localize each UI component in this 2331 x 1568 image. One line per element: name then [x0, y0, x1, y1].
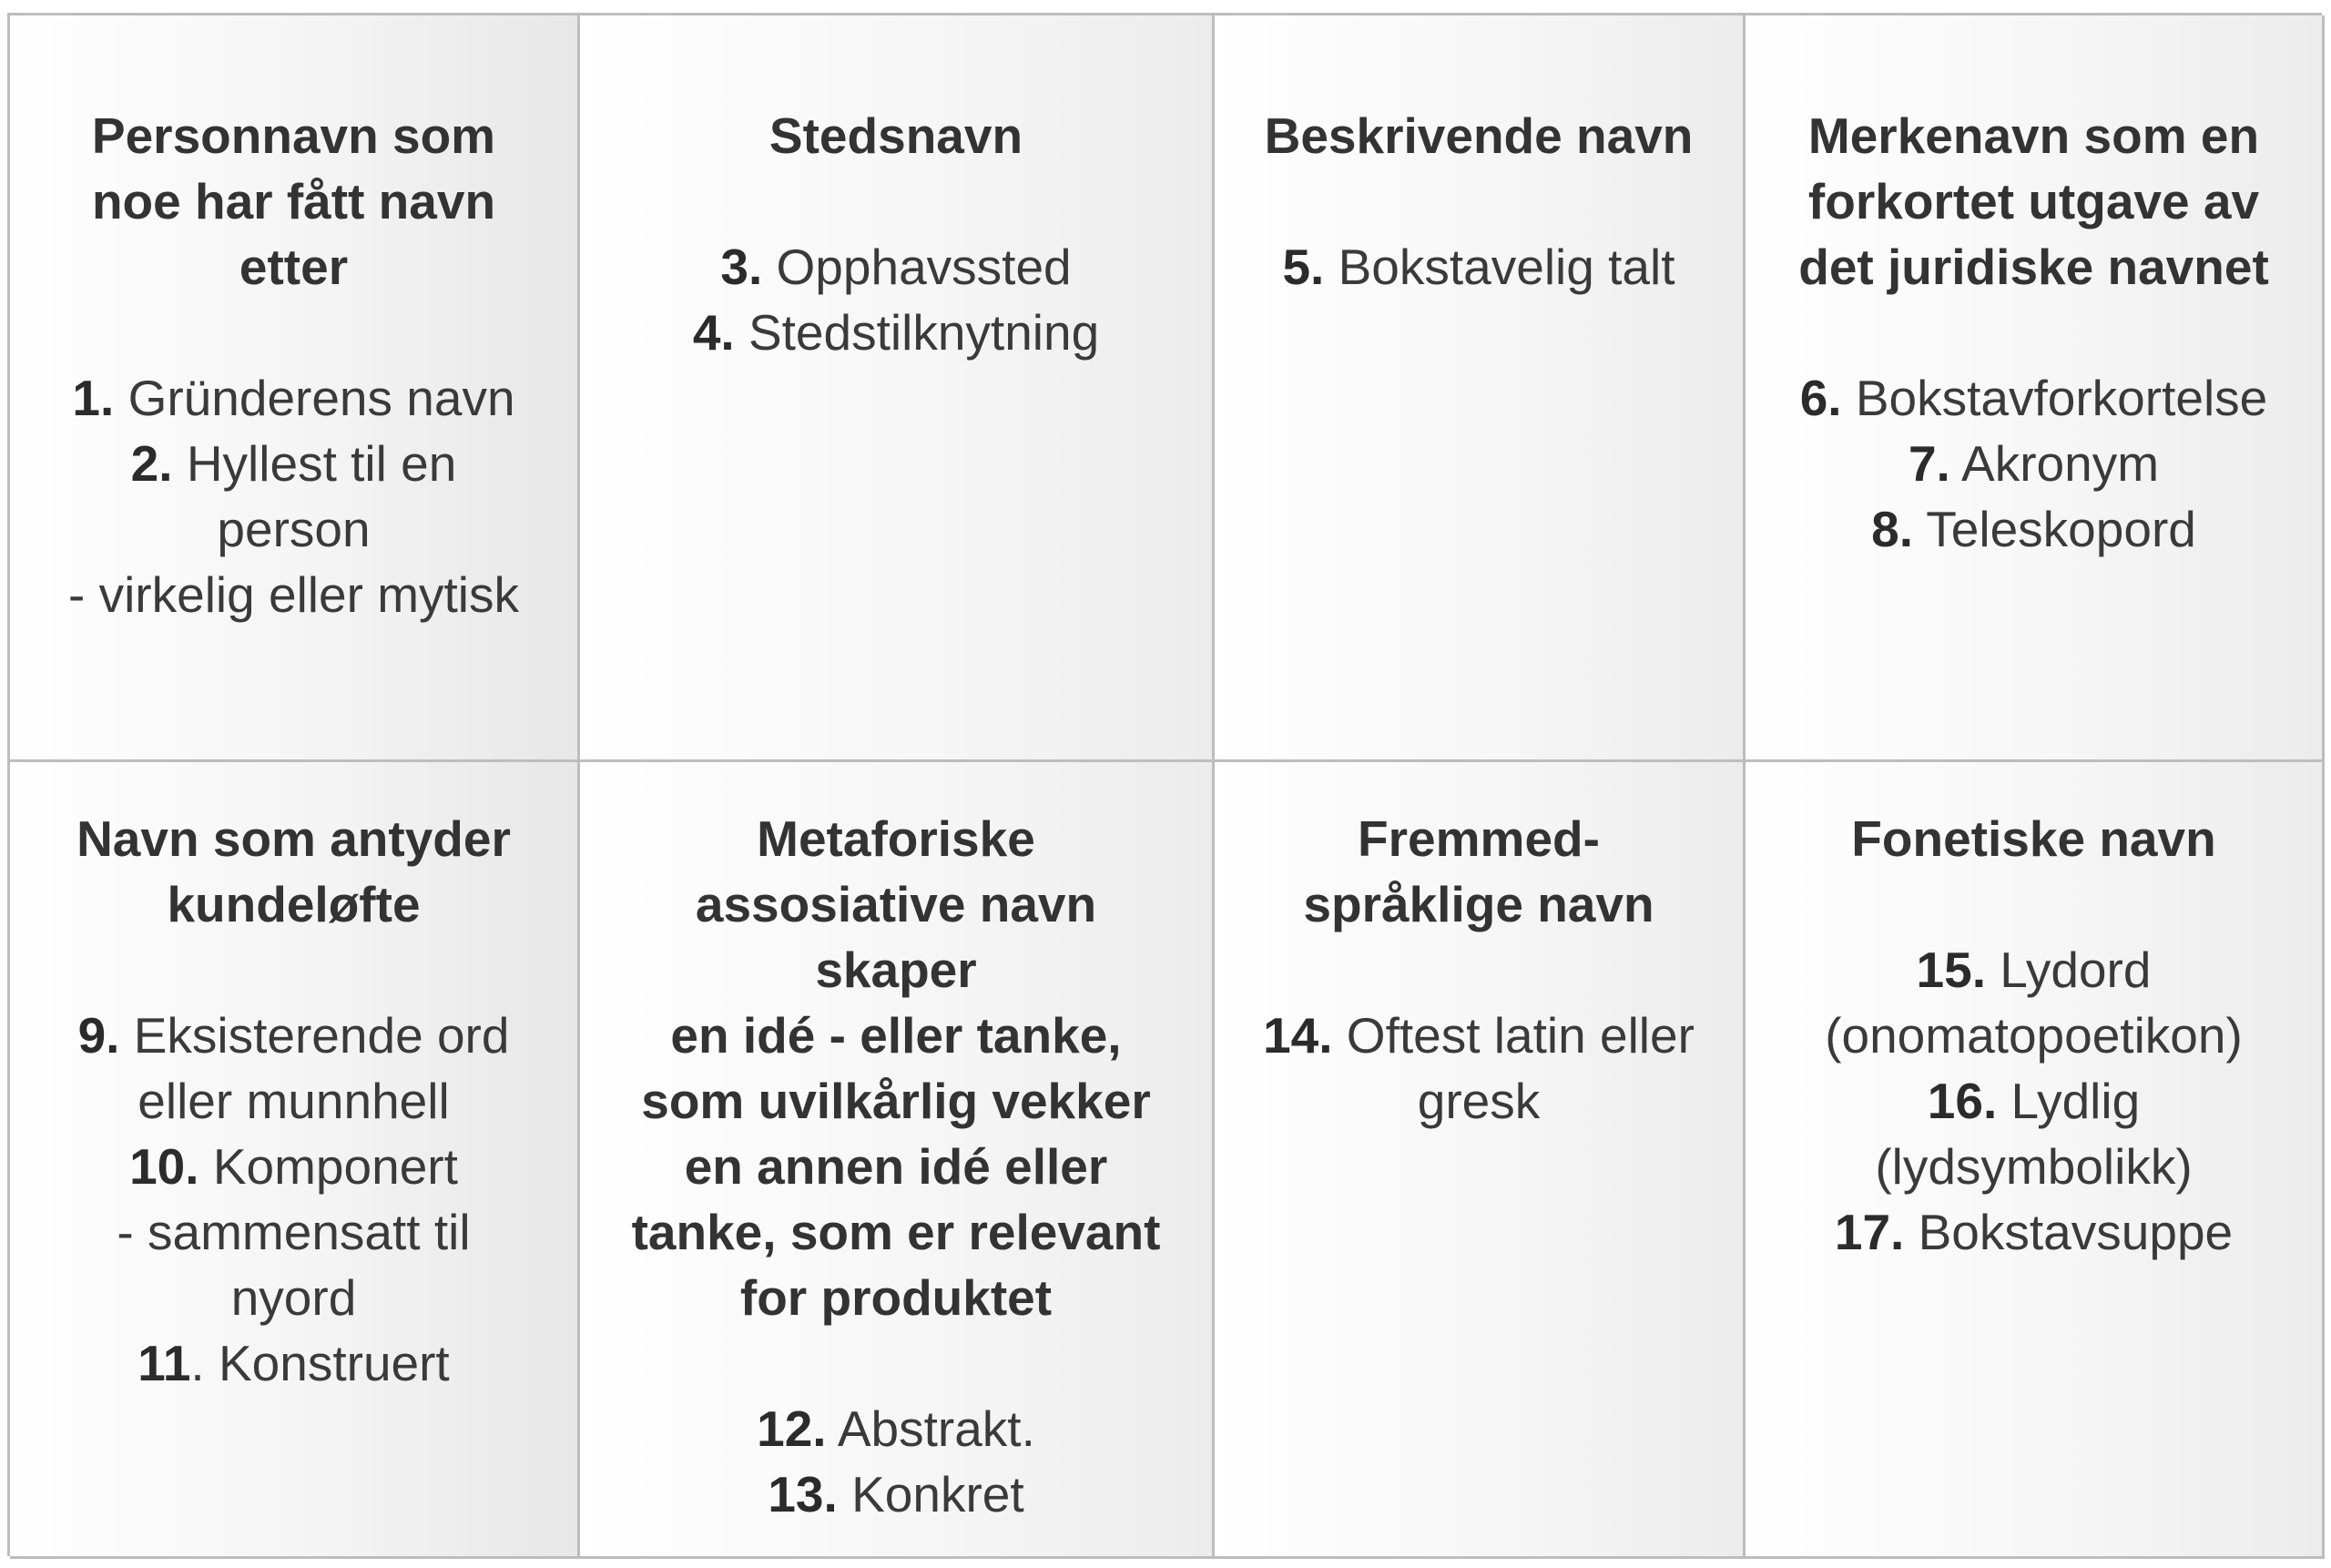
cell-stedsnavn: [580, 15, 1215, 762]
list-item: 8. Teleskopord: [1871, 501, 2196, 557]
list-item: 13. Konkret: [768, 1466, 1024, 1522]
list-item: 2. Hyllest til en: [130, 435, 457, 492]
cell-items: [1755, 937, 2313, 1265]
list-item: gresk: [1417, 1073, 1541, 1129]
cell-personnavn: [10, 15, 580, 762]
cell-merkenavn: [1746, 15, 2325, 762]
cell-heading: Beskrivende navn: [1264, 107, 1694, 164]
list-item: 11. Konstruert: [137, 1335, 450, 1391]
list-item: nyord: [230, 1269, 357, 1326]
cell-fremmedspraklige-navn: [1215, 762, 1746, 1559]
list-item: - sammensatt til: [117, 1204, 471, 1260]
cell-beskrivende-navn: [1215, 15, 1746, 762]
list-item: (onomatopoetikon): [1825, 1007, 2243, 1064]
cell-heading: Stedsnavn: [769, 107, 1023, 164]
cell-heading: Navn som antyder kundeløfte: [76, 810, 511, 932]
cell-metaforiske-navn: [580, 762, 1215, 1559]
list-item: eller munnhell: [137, 1073, 450, 1129]
list-item: (lydsymbolikk): [1875, 1138, 2193, 1195]
list-item: 5. Bokstavelig talt: [1282, 239, 1675, 295]
cell-heading: Personnavn som noe har fått navn etter: [91, 107, 496, 295]
cell-items: [30, 1003, 557, 1396]
list-item: 6. Bokstavforkortelse: [1799, 370, 2268, 426]
cell-items: [1235, 234, 1723, 300]
list-item: - virkelig eller mytisk: [67, 566, 520, 623]
list-item: 14. Oftest latin eller: [1263, 1007, 1695, 1064]
cell-items: [1235, 1003, 1723, 1134]
cell-items: [600, 234, 1192, 365]
cell-items: [589, 1396, 1203, 1527]
list-item: 12. Abstrakt.: [757, 1400, 1035, 1457]
naming-categories-table: [7, 13, 2322, 1556]
list-item: 9. Eksisterende ord: [77, 1007, 510, 1064]
list-item: 16. Lydlig: [1927, 1073, 2141, 1129]
list-item: 17. Bokstavsuppe: [1834, 1204, 2234, 1260]
cell-heading: Metaforiske assosiative navn skaper en idé - eller tanke, som uvilkårlig vekker en annen idé eller tanke, som er relevant for produktet: [631, 810, 1161, 1326]
cell-heading: Merkenavn som en forkortet utgave av det juridiske navnet: [1798, 107, 2269, 295]
cell-fonetiske-navn: [1746, 762, 2325, 1559]
cell-items: [1755, 365, 2313, 562]
list-item: 10. Komponert: [129, 1138, 458, 1195]
cell-kundeloefte: [10, 762, 580, 1559]
cell-heading: Fonetiske navn: [1851, 810, 2216, 867]
list-item: 15. Lydord: [1916, 942, 2152, 998]
list-item: 3. Opphavssted: [720, 239, 1072, 295]
list-item: 7. Akronym: [1908, 435, 2160, 492]
list-item: person: [217, 501, 371, 557]
list-item: 1. Gründerens navn: [72, 370, 515, 426]
cell-heading: Fremmed- språklige navn: [1303, 810, 1654, 932]
cell-items: [30, 365, 557, 627]
list-item: 4. Stedstilknytning: [692, 304, 1100, 361]
